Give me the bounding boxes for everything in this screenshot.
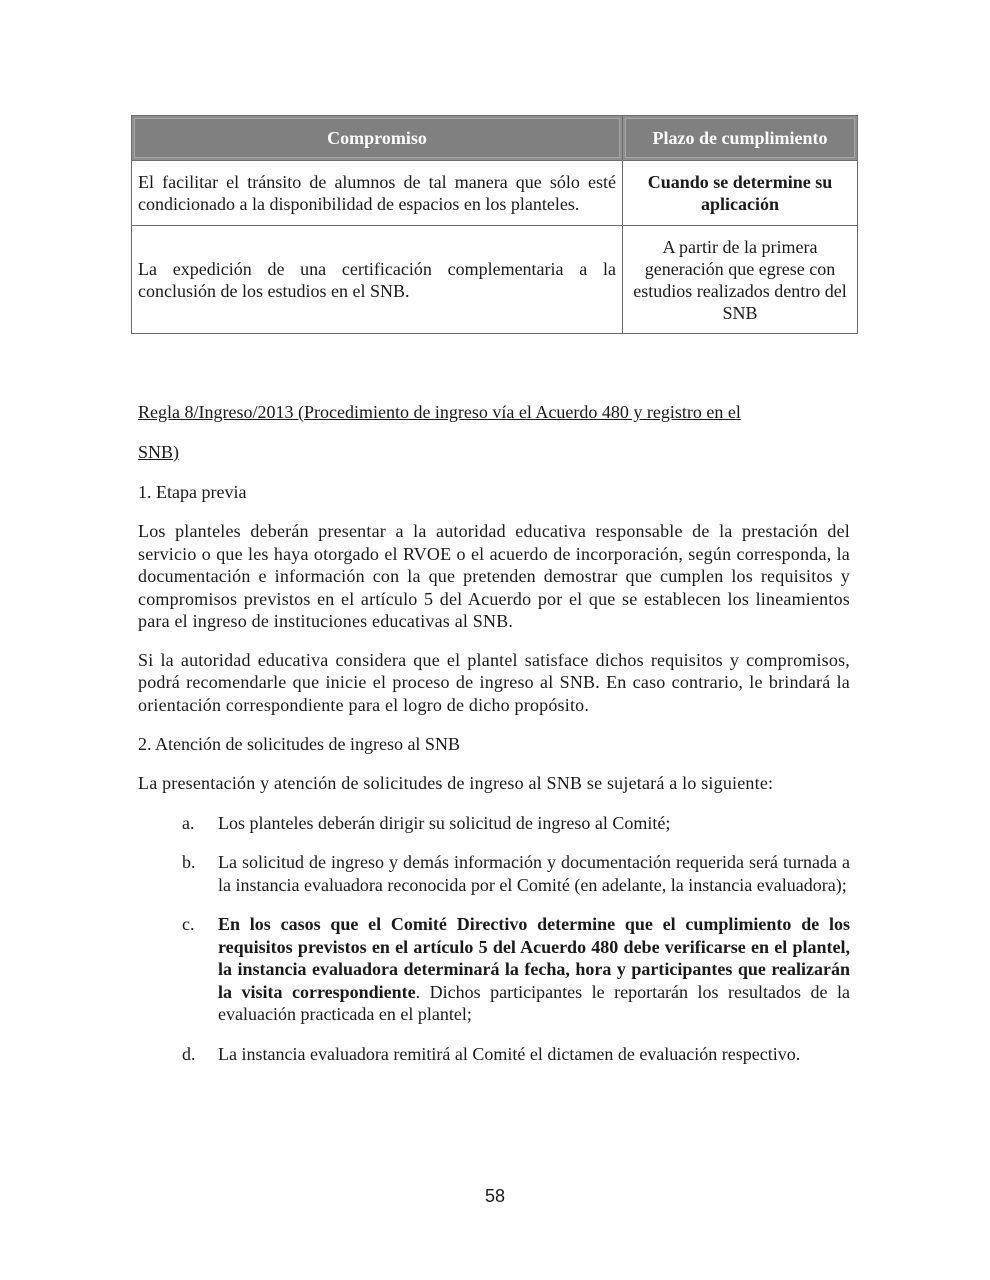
paragraph: Si la autoridad educativa considera que el plantel satisface dichos requisitos y compromisos, podrá recomendarle que inicie el proceso de ingreso al SNB. En caso contrario, le brindará la orientación correspondiente para el logro de dicho propósito. — [138, 649, 850, 715]
list-item-text: La solicitud de ingreso y demás información y documentación requerida será turnada a la instancia evaluadora reconocida por el Comité (en adelante, la instancia evaluadora); — [218, 852, 850, 895]
paragraph-intro: La presentación y atención de solicitudes de ingreso al SNB se sujetará a lo siguiente: — [138, 773, 774, 793]
rule-title-line-2: SNB) — [138, 442, 180, 462]
section-title-atencion-solicitudes: 2. Atención de solicitudes de ingreso al SNB — [138, 734, 460, 754]
rule-title-line-1: Regla 8/Ingreso/2013 (Procedimiento de ingreso vía el Acuerdo 480 y registro en el — [138, 402, 741, 422]
header-deadline: Plazo de cumplimiento — [623, 116, 858, 161]
commitments-table — [131, 115, 858, 334]
list-item — [138, 913, 850, 1026]
list-item — [138, 851, 850, 896]
procedure-list — [138, 812, 850, 1066]
paragraph: Los planteles deberán presentar a la autoridad educativa responsable de la prestación del servicio o que les haya otorgado el RVOE o el acuerdo de incorporación, según corresponda, la documentación e información con la que pretenden demostrar que cumplen los requisitos y compromisos previstos en el artículo 5 del Acuerdo por el que se establecen los lineamientos para el ingreso de instituciones educativas al SNB. — [138, 521, 850, 631]
section-title-etapa-previa: 1. Etapa previa — [138, 482, 247, 502]
table-row — [132, 226, 858, 334]
list-item — [138, 1043, 850, 1066]
document-body — [138, 392, 850, 1065]
page-number: 58 — [484, 1186, 506, 1206]
list-marker: c. — [182, 914, 195, 934]
deadline-cell: Cuando se determine su aplicación — [623, 161, 858, 226]
list-item — [138, 812, 850, 835]
list-item-text: La instancia evaluadora remitirá al Comité el dictamen de evaluación respectivo. — [218, 1043, 801, 1064]
list-marker: a. — [182, 812, 195, 833]
list-item-text: Los planteles deberán dirigir su solicitud de ingreso al Comité; — [218, 812, 671, 833]
commitment-cell: El facilitar el tránsito de alumnos de tal manera que sólo esté condicionado a la disponibilidad de espacios en los planteles. — [132, 161, 623, 226]
list-marker: b. — [182, 852, 196, 872]
list-item-bold-text: En los casos que el Comité Directivo determine que el cumplimiento de los requisitos previstos en el artículo 5 del Acuerdo 480 debe verificarse en el plantel, la instancia evaluadora determinará la fecha, hora y participantes que realizarán la visita correspondiente — [218, 914, 850, 1002]
list-marker: d. — [182, 1043, 196, 1064]
deadline-cell: A partir de la primera generación que egrese con estudios realizados dentro del SNB — [623, 226, 858, 334]
commitment-cell: La expedición de una certificación complementaria a la conclusión de los estudios en el SNB. — [132, 226, 623, 334]
table-row — [132, 161, 858, 226]
header-commitment: Compromiso — [132, 116, 623, 161]
table-header-row — [132, 116, 858, 161]
list-item-text: . Dichos participantes le reportarán los resultados de la evaluación practicada en el plantel; — [218, 981, 850, 1024]
